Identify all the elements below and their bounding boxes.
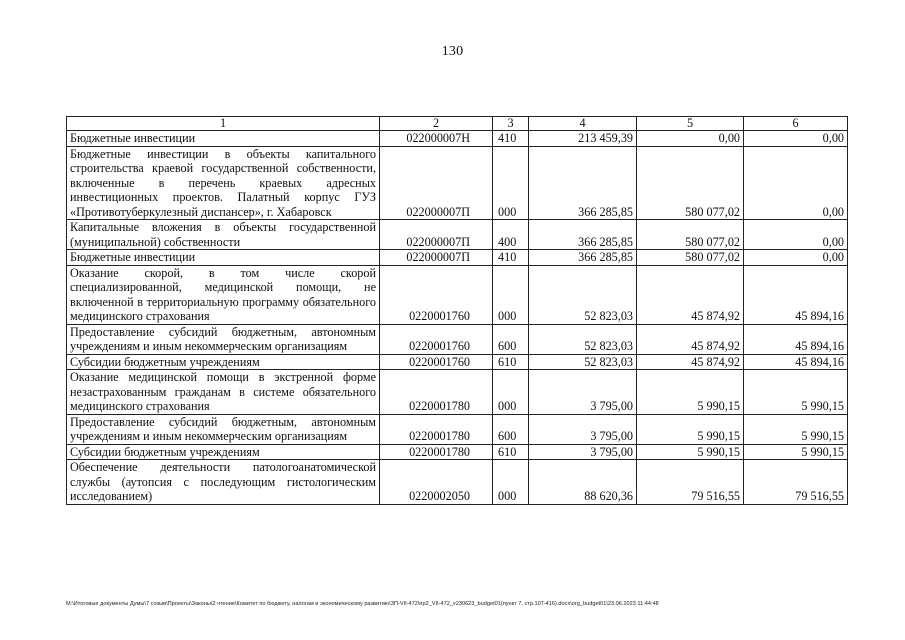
table-header-row xyxy=(67,117,848,131)
row-code: 0220001780 xyxy=(380,370,493,415)
row-value-2: 580 077,02 xyxy=(637,250,744,266)
row-name: Оказание скорой, в том числе скорой специализированной, медицинской помощи, не включенной в территориальную программу обязательного медицинского страхования xyxy=(67,265,380,324)
row-code: 0220001760 xyxy=(380,324,493,354)
column-header: 6 xyxy=(744,117,848,131)
row-value-3: 79 516,55 xyxy=(744,460,848,505)
row-value-3: 5 990,15 xyxy=(744,370,848,415)
table-row xyxy=(67,460,848,505)
table-row xyxy=(67,324,848,354)
row-code: 022000007П xyxy=(380,250,493,266)
row-value-2: 45 874,92 xyxy=(637,354,744,370)
row-code: 022000007П xyxy=(380,146,493,220)
row-value-2: 5 990,15 xyxy=(637,414,744,444)
row-value-2: 580 077,02 xyxy=(637,146,744,220)
budget-table xyxy=(66,116,848,505)
row-name: Бюджетные инвестиции xyxy=(67,131,380,147)
row-name: Бюджетные инвестиции в объекты капитального строительства краевой государственной собственности, включенные в перечень краевых адресных инвестиционных проектов. Палатный корпус ГУЗ «Противотуберкулезный диспансер», г. Хабаровск xyxy=(67,146,380,220)
row-value-3: 5 990,15 xyxy=(744,444,848,460)
row-value-1: 3 795,00 xyxy=(529,370,637,415)
row-value-2: 5 990,15 xyxy=(637,444,744,460)
table-row xyxy=(67,444,848,460)
row-value-3: 0,00 xyxy=(744,146,848,220)
table-row xyxy=(67,131,848,147)
table-row xyxy=(67,265,848,324)
row-value-3: 45 894,16 xyxy=(744,354,848,370)
row-value-2: 580 077,02 xyxy=(637,220,744,250)
row-value-2: 5 990,15 xyxy=(637,370,744,415)
page-number: 130 xyxy=(441,44,464,59)
row-code: 0220001780 xyxy=(380,444,493,460)
row-code: 0220001760 xyxy=(380,265,493,324)
row-value-2: 0,00 xyxy=(637,131,744,147)
row-value-1: 3 795,00 xyxy=(529,444,637,460)
row-name: Обеспечение деятельности патологоанатомической службы (аутопсия с последующим гистологическим исследованием) xyxy=(67,460,380,505)
row-name: Оказание медицинской помощи в экстренной форме незастрахованным гражданам в системе обязательного медицинского страхования xyxy=(67,370,380,415)
row-name: Субсидии бюджетным учреждениям xyxy=(67,444,380,460)
table-row xyxy=(67,354,848,370)
table-row xyxy=(67,370,848,415)
row-type: 000 xyxy=(493,460,529,505)
row-type: 600 xyxy=(493,414,529,444)
row-value-2: 45 874,92 xyxy=(637,265,744,324)
row-name: Капитальные вложения в объекты государственной (муниципальной) собственности xyxy=(67,220,380,250)
row-code: 0220002050 xyxy=(380,460,493,505)
row-value-1: 366 285,85 xyxy=(529,146,637,220)
row-value-1: 52 823,03 xyxy=(529,324,637,354)
row-value-1: 3 795,00 xyxy=(529,414,637,444)
row-code: 022000007П xyxy=(380,220,493,250)
row-value-3: 45 894,16 xyxy=(744,324,848,354)
row-code: 022000007Н xyxy=(380,131,493,147)
row-value-1: 52 823,03 xyxy=(529,354,637,370)
row-name: Предоставление субсидий бюджетным, автономным учреждениям и иным некоммерческим организациям xyxy=(67,414,380,444)
row-value-1: 52 823,03 xyxy=(529,265,637,324)
table-row xyxy=(67,146,848,220)
row-name: Бюджетные инвестиции xyxy=(67,250,380,266)
row-type: 600 xyxy=(493,324,529,354)
column-header: 3 xyxy=(493,117,529,131)
table-row xyxy=(67,250,848,266)
row-value-3: 0,00 xyxy=(744,250,848,266)
row-type: 410 xyxy=(493,131,529,147)
column-header: 4 xyxy=(529,117,637,131)
row-code: 0220001780 xyxy=(380,414,493,444)
row-value-1: 213 459,39 xyxy=(529,131,637,147)
table-row xyxy=(67,220,848,250)
row-value-2: 79 516,55 xyxy=(637,460,744,505)
row-type: 000 xyxy=(493,265,529,324)
row-value-3: 5 990,15 xyxy=(744,414,848,444)
table-row xyxy=(67,414,848,444)
row-type: 000 xyxy=(493,370,529,415)
column-header: 2 xyxy=(380,117,493,131)
footer-file-path: M:\Итоговые документы Думы\7 созыв\Проекты\Законы\2 чтение\Комитет по бюджету, налогам и экономическому развитию\ЗП-VII-472\пр2_VII-472_v230623_budget01(пункт 7, стр.107-416).docx\org_budget01\23.06.2023 11:44:48 xyxy=(66,601,659,607)
row-type: 000 xyxy=(493,146,529,220)
row-value-3: 0,00 xyxy=(744,131,848,147)
row-value-1: 88 620,36 xyxy=(529,460,637,505)
row-type: 410 xyxy=(493,250,529,266)
column-header: 1 xyxy=(67,117,380,131)
row-type: 400 xyxy=(493,220,529,250)
row-value-1: 366 285,85 xyxy=(529,220,637,250)
row-name: Субсидии бюджетным учреждениям xyxy=(67,354,380,370)
row-code: 0220001760 xyxy=(380,354,493,370)
row-value-1: 366 285,85 xyxy=(529,250,637,266)
row-type: 610 xyxy=(493,354,529,370)
column-header: 5 xyxy=(637,117,744,131)
row-value-2: 45 874,92 xyxy=(637,324,744,354)
row-name: Предоставление субсидий бюджетным, автономным учреждениям и иным некоммерческим организациям xyxy=(67,324,380,354)
row-value-3: 0,00 xyxy=(744,220,848,250)
row-value-3: 45 894,16 xyxy=(744,265,848,324)
row-type: 610 xyxy=(493,444,529,460)
